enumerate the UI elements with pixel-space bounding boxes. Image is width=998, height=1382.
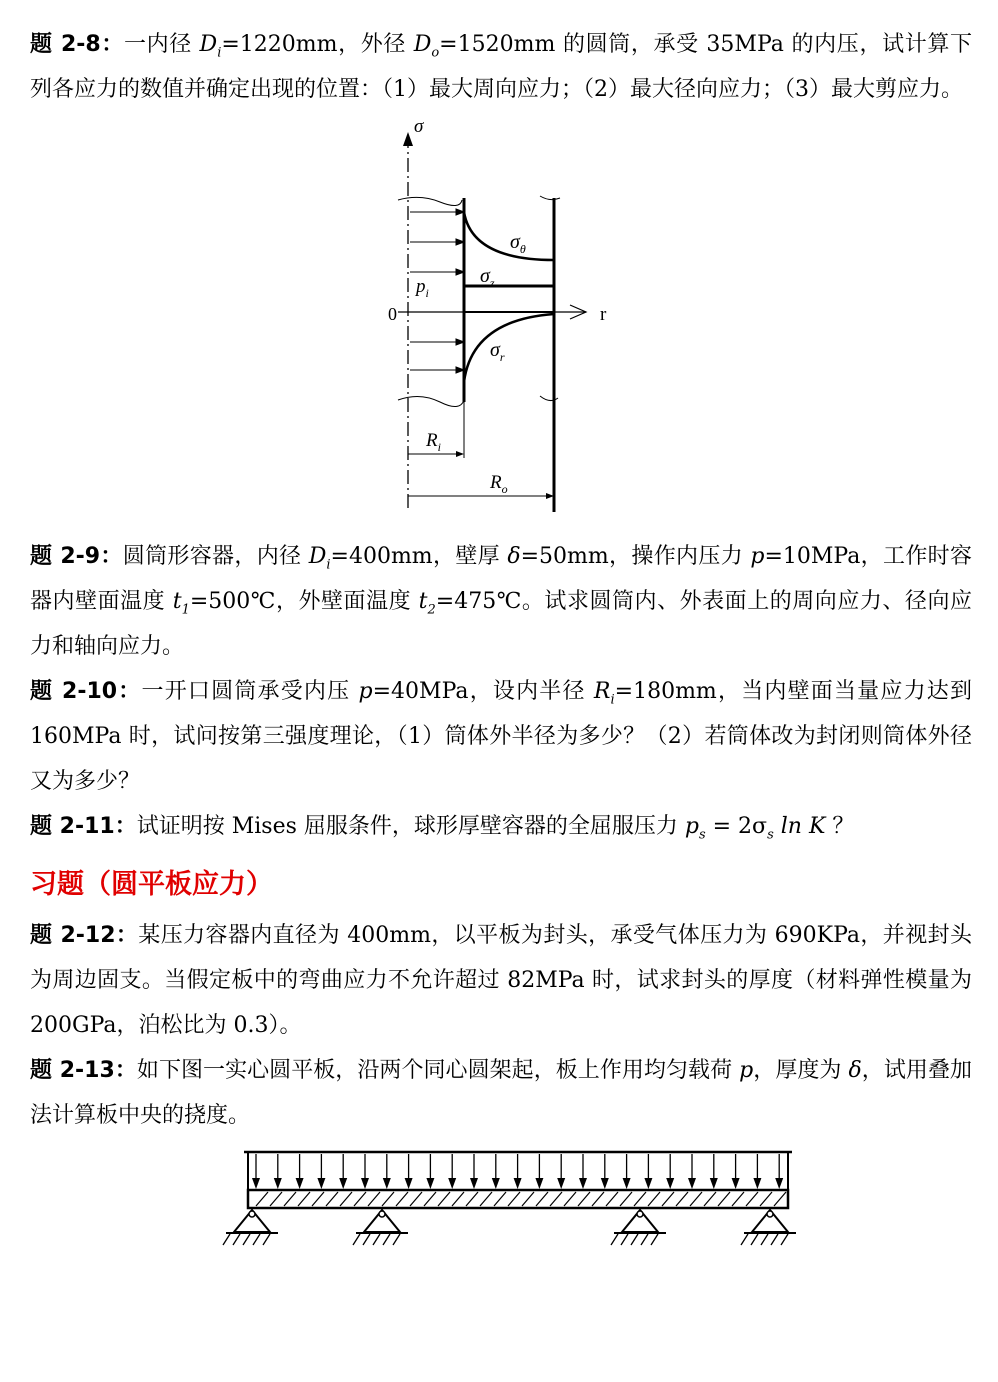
circular-plate-loading-diagram (212, 1148, 802, 1254)
load-arrow-head-icon (405, 1178, 413, 1189)
load-arrow-head-icon (557, 1178, 565, 1189)
load-arrow-head-icon (252, 1178, 260, 1189)
break-line-bottom (398, 396, 558, 407)
pin-support-icon (353, 1210, 408, 1245)
sigma-axis-arrow-icon (403, 132, 413, 146)
load-arrow-head-icon (317, 1178, 325, 1189)
load-arrow-head-icon (710, 1178, 718, 1189)
r-axis-label: r (600, 304, 607, 325)
load-arrow-head-icon (579, 1178, 587, 1189)
problem-label: 题 2-9： (30, 544, 123, 569)
problem-label: 题 2-12： (30, 923, 139, 948)
problem-label: 题 2-10： (30, 679, 142, 704)
problem-2-13: 题 2-13：如下图一实心圆平板，沿两个同心圆架起，板上作用均匀载荷 p，厚度为 δ，试用叠加法计算板中央的挠度。 (30, 1058, 972, 1128)
load-arrow-head-icon (514, 1178, 522, 1189)
load-arrow-head-icon (601, 1178, 609, 1189)
load-arrow-head-icon (535, 1178, 543, 1189)
load-arrow-head-icon (492, 1178, 500, 1189)
load-arrow-head-icon (339, 1178, 347, 1189)
problem-2-8: 题 2-8：一内径 $D_i=1220mm$，外径 $D_o=1520mm$ 的圆筒，承受 35MPa 的内压，试计算下列各应力的数值并确定出现的位置：（1）最大周向应力；（2）最大径向应力；（3）最大剪应力。 (30, 32, 973, 102)
problem-label: 题 2-8： (30, 32, 124, 57)
sigma-theta-label: $\sigma_\theta$ (510, 231, 526, 256)
pressure-label: $p_i$ (416, 276, 429, 300)
ri-label: $R_i$ (426, 430, 441, 454)
sigma-r-label: $\sigma_r$ (490, 339, 505, 364)
pin-support-icon (611, 1210, 666, 1245)
load-arrow-head-icon (623, 1178, 631, 1189)
problem-2-9: 题 2-9：圆筒形容器，内径 $D_i=400mm$，壁厚 δ=50mm，操作内压力 p=10MPa，工作时容器内壁面温度 $t_1=500℃$，外壁面温度 $t_2=475℃$。试求圆筒内、外表面上的周向应力、径向应力和轴向应力。 (30, 544, 972, 659)
sigma-z-label: $\sigma_z$ (480, 265, 495, 290)
load-arrow-head-icon (666, 1178, 674, 1189)
load-arrow-head-icon (448, 1178, 456, 1189)
sigma-theta-curve (464, 212, 554, 260)
pin-support-icon (741, 1210, 796, 1245)
problem-label: 题 2-11： (30, 814, 137, 839)
document-page (30, 22, 972, 1254)
problem-label: 题 2-13： (30, 1058, 137, 1083)
load-arrow-head-icon (274, 1178, 282, 1189)
load-arrow-head-icon (732, 1178, 740, 1189)
load-arrow-head-icon (426, 1178, 434, 1189)
load-arrow-head-icon (361, 1178, 369, 1189)
problem-2-10: 题 2-10：一开口圆筒承受内压 p=40MPa，设内半径 $R_i=180mm$，当内壁面当量应力达到 160MPa 时，试问按第三强度理论，（1）筒体外半径为多少？（2）若筒体改为封闭则筒体外径又为多少？ (30, 679, 972, 794)
plate-supports (223, 1210, 796, 1245)
load-arrow-head-icon (470, 1178, 478, 1189)
sigma-axis-label: σ (414, 120, 424, 137)
full-yield-pressure-formula: $p_s = 2\sigma_s$ ln K (684, 814, 826, 843)
ro-label: $R_o$ (490, 472, 508, 496)
load-arrow-head-icon (753, 1178, 761, 1189)
break-line-top (398, 196, 560, 206)
plate-section (248, 1190, 788, 1208)
uniform-load-arrows (252, 1154, 783, 1189)
load-arrow-head-icon (383, 1178, 391, 1189)
problem-2-12: 题 2-12：某压力容器内直径为 400mm，以平板为封头，承受气体压力为 690KPa，并视封头为周边固支。当假定板中的弯曲应力不允许超过 82MPa 时，试求封头的厚度（材料弹性模量为 200GPa，泊松比为 0.3）。 (30, 923, 972, 1038)
load-arrow-head-icon (296, 1178, 304, 1189)
sigma-r-curve (464, 314, 554, 382)
problem-2-11: 题 2-11：试证明按 Mises 屈服条件，球形厚壁容器的全屈服压力 $p_s = 2\sigma_s$ ln K ？ (30, 814, 855, 843)
thick-cylinder-stress-diagram (380, 120, 620, 512)
load-arrow-head-icon (644, 1178, 652, 1189)
origin-label: 0 (388, 304, 397, 324)
pin-support-icon (223, 1210, 278, 1245)
load-arrow-head-icon (775, 1178, 783, 1189)
load-arrow-head-icon (688, 1178, 696, 1189)
section-title: 习题（圆平板应力） (30, 869, 273, 900)
